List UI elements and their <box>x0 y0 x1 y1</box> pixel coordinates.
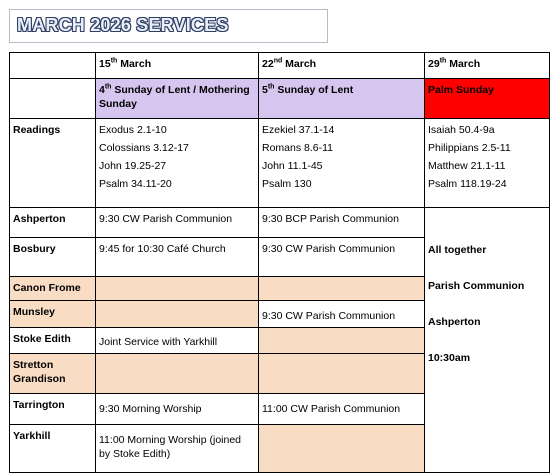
reading: Matthew 21.1-11 <box>428 160 506 172</box>
reading: John 11.1-45 <box>262 160 323 172</box>
all-together-line: All together <box>428 244 487 256</box>
parish-name: Tarrington <box>10 394 96 425</box>
reading: Psalm 118.19-24 <box>428 178 507 190</box>
service-22 <box>259 277 425 301</box>
parish-name: Munsley <box>10 301 96 328</box>
readings-row <box>10 119 550 208</box>
parish-name: Bosbury <box>10 238 96 277</box>
service-22 <box>259 328 425 354</box>
date-row <box>10 53 550 79</box>
service-15: 9:30 Morning Worship <box>96 394 259 425</box>
parish-name: Ashperton <box>10 208 96 238</box>
service-15: 9:45 for 10:30 Café Church <box>96 238 259 277</box>
service-15: 11:00 Morning Worship (joined by Stoke Edith) <box>96 425 259 473</box>
sunday-row <box>10 79 550 119</box>
parish-row-ashperton <box>10 208 550 238</box>
title-box <box>9 9 328 43</box>
reading: Exodus 2.1-10 <box>99 124 167 136</box>
service-15: Joint Service with Yarkhill <box>96 328 259 354</box>
readings-label: Readings <box>10 119 96 208</box>
sunday-label-29: Palm Sunday <box>425 79 550 119</box>
readings-22 <box>259 119 425 208</box>
reading: Isaiah 50.4-9a <box>428 124 495 136</box>
readings-15 <box>96 119 259 208</box>
date-header-29: 29th March <box>425 53 550 79</box>
parish-name: Canon Frome <box>10 277 96 301</box>
parish-name: Yarkhill <box>10 425 96 473</box>
all-together-cell <box>425 208 550 473</box>
service-22 <box>259 425 425 473</box>
date-header-15: 15th March <box>96 53 259 79</box>
all-together-line: 10:30am <box>428 352 471 364</box>
service-22: 11:00 CW Parish Communion <box>259 394 425 425</box>
corner-cell <box>10 53 96 79</box>
reading: Ezekiel 37.1-14 <box>262 124 335 136</box>
service-22: 9:30 CW Parish Communion <box>259 238 425 277</box>
service-15: 9:30 CW Parish Communion <box>96 208 259 238</box>
reading: John 19.25-27 <box>99 160 167 172</box>
all-together-line: Parish Communion <box>428 280 525 292</box>
sunday-label-15: 4th Sunday of Lent / Mothering Sunday <box>96 79 259 119</box>
corner-cell-2 <box>10 79 96 119</box>
readings-29 <box>425 119 550 208</box>
service-15 <box>96 277 259 301</box>
parish-name: Stretton Grandison <box>10 354 96 394</box>
service-22: 9:30 BCP Parish Communion <box>259 208 425 238</box>
date-header-22: 22nd March <box>259 53 425 79</box>
service-15 <box>96 354 259 394</box>
reading: Philippians 2.5-11 <box>428 142 511 154</box>
reading: Romans 8.6-11 <box>262 142 334 154</box>
all-together-line: Ashperton <box>428 316 481 328</box>
reading: Psalm 130 <box>262 178 312 190</box>
services-table <box>9 52 550 473</box>
parish-name: Stoke Edith <box>10 328 96 354</box>
reading: Colossians 3.12-17 <box>99 142 189 154</box>
service-22: 9:30 CW Parish Communion <box>259 301 425 328</box>
page-title: MARCH 2026 SERVICES <box>17 15 229 35</box>
reading: Psalm 34.11-20 <box>99 178 172 190</box>
service-15 <box>96 301 259 328</box>
service-22 <box>259 354 425 394</box>
sunday-label-22: 5th Sunday of Lent <box>259 79 425 119</box>
